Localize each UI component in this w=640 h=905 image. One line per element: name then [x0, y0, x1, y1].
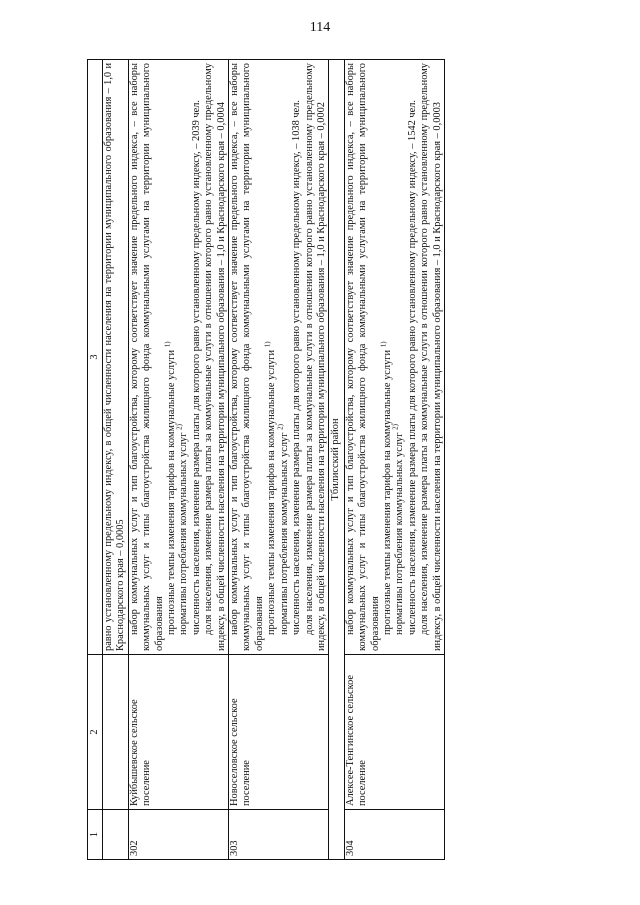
header-col-2: 2 — [88, 655, 103, 810]
tariff-table — [87, 59, 445, 860]
continuation-text: равно установленному предельному индексу, в общей численности населения на территории муниципального образования – 1,0 и Краснодарского края – 0,0005 — [103, 60, 129, 655]
section-title: Тбилисский район — [329, 60, 344, 860]
table-row — [128, 60, 228, 860]
header-col-3: 3 — [88, 60, 103, 655]
row-number: 302 — [128, 810, 228, 860]
table-row — [229, 60, 329, 860]
section-header-row — [329, 60, 344, 860]
settlement-name: Новоселовское сельское поселение — [229, 655, 329, 810]
rotated-table-container — [87, 60, 582, 860]
row-number: 303 — [229, 810, 329, 860]
row-description: набор коммунальных услуг и тип благоустройства, которому соответствует значение предельного индекса, – все наборы коммунальных услуг и типы благоустройства жилищного фонда коммунальными услугами на территории муниципального образования прогнозные темпы изменения тарифов на коммунальные услуги $^{1)}$ нормативы потребления коммунальных услуг $^{2)}$ численность населения, изменение размера платы для которого равно установленному предельному индексу, – 1542 чел. доля населения, изменение размера платы за коммунальные услуги в отношении которого равно установленному предельному индексу, в общей численности населения на территории муниципального образования – 1,0 и Краснодарского края – 0,0003 — [344, 60, 444, 655]
table-row — [344, 60, 444, 860]
row-description: набор коммунальных услуг и тип благоустройства, которому соответствует значение предельного индекса, – все наборы коммунальных услуг и типы благоустройства жилищного фонда коммунальными услугами на территории муниципального образования прогнозные темпы изменения тарифов на коммунальные услуги $^{1)}$ нормативы потребления коммунальных услуг $^{2)}$ численность населения, изменение размера платы для которого равно установленному предельному индексу, – 2039 чел. доля населения, изменение размера платы за коммунальные услуги в отношении которого равно установленному предельному индексу, в общей численности населения на территории муниципального образования – 1,0 и Краснодарского края – 0,0004 — [128, 60, 228, 655]
settlement-name: Алексее-Тенгинское сельское поселение — [344, 655, 444, 810]
header-col-1: 1 — [88, 810, 103, 860]
settlement-name: Куйбышевское сельское поселение — [128, 655, 228, 810]
row-description: набор коммунальных услуг и тип благоустройства, которому соответствует значение предельного индекса, – все наборы коммунальных услуг и типы благоустройства жилищного фонда коммунальными услугами на территории муниципального образования прогнозные темпы изменения тарифов на коммунальные услуги $^{1)}$ нормативы потребления коммунальных услуг $^{2)}$ численность населения, изменение размера платы для которого равно установленному предельному индексу, – 1038 чел. доля населения, изменение размера платы за коммунальные услуги в отношении которого равно установленному предельному индексу, в общей численности населения на территории муниципального образования – 1,0 и Краснодарского края – 0,0002 — [229, 60, 329, 655]
table-header-row — [88, 60, 103, 860]
continuation-row — [103, 60, 129, 860]
row-number: 304 — [344, 810, 444, 860]
page-number: 114 — [309, 20, 331, 35]
